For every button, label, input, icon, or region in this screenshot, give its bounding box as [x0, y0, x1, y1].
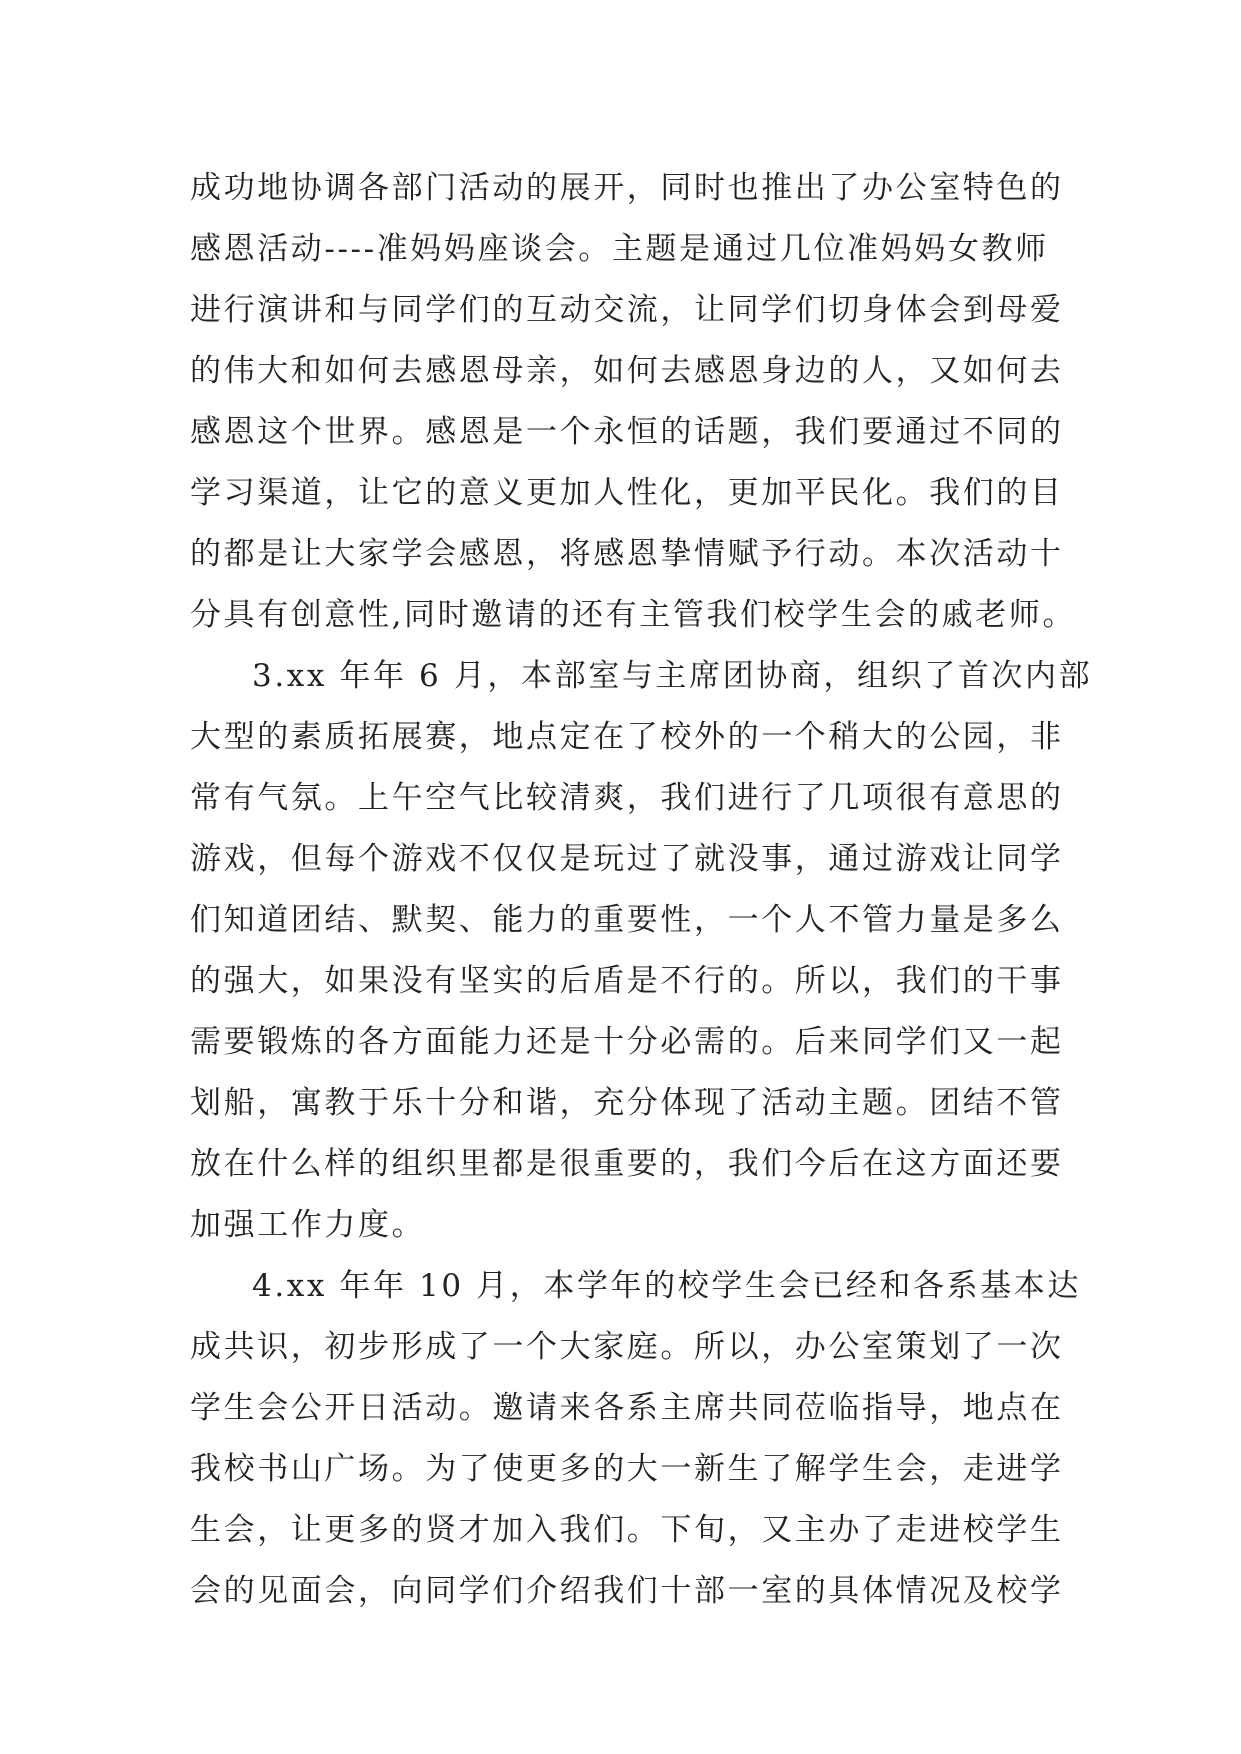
paragraph-4-first-line: 4.xx 年年 10 月，本学年的校学生会已经和各系基本达 — [252, 1268, 1081, 1304]
text-line: 游戏，但每个游戏不仅仅是玩过了就没事，通过游戏让同学 — [190, 841, 1064, 877]
text-line: 的强大，如果没有坚实的后盾是不行的。所以，我们的干事 — [190, 963, 1064, 999]
text-line: 分具有创意性,同时邀请的还有主管我们校学生会的戚老师。 — [190, 597, 1077, 633]
document-body — [190, 158, 1093, 1622]
text-line: 感恩这个世界。感恩是一个永恒的话题，我们要通过不同的 — [190, 414, 1064, 450]
text-line: 放在什么样的组织里都是很重要的，我们今后在这方面还要 — [190, 1146, 1064, 1182]
paragraph-3-first-line: 3.xx 年年 6 月，本部室与主席团协商，组织了首次内部 — [252, 658, 1093, 694]
text-line: 的伟大和如何去感恩母亲，如何去感恩身边的人，又如何去 — [190, 353, 1064, 389]
text-line: 常有气氛。上午空气比较清爽，我们进行了几项很有意思的 — [190, 780, 1064, 816]
text-line: 成功地协调各部门活动的展开，同时也推出了办公室特色的 — [190, 170, 1064, 206]
text-line: 加强工作力度。 — [190, 1207, 426, 1243]
text-line: 感恩活动----准妈妈座谈会。主题是通过几位准妈妈女教师 — [190, 231, 1049, 267]
text-line: 生会，让更多的贤才加入我们。下旬，又主办了走进校学生 — [190, 1512, 1064, 1548]
text-line: 学习渠道，让它的意义更加人性化，更加平民化。我们的目 — [190, 475, 1064, 511]
text-line: 大型的素质拓展赛，地点定在了校外的一个稍大的公园，非 — [190, 719, 1064, 755]
text-line: 的都是让大家学会感恩，将感恩挚情赋予行动。本次活动十 — [190, 536, 1064, 572]
text-line: 划船，寓教于乐十分和谐，充分体现了活动主题。团结不管 — [190, 1085, 1064, 1121]
text-line: 进行演讲和与同学们的互动交流，让同学们切身体会到母爱 — [190, 292, 1064, 328]
text-line: 成共识，初步形成了一个大家庭。所以，办公室策划了一次 — [190, 1329, 1064, 1365]
text-line: 需要锻炼的各方面能力还是十分必需的。后来同学们又一起 — [190, 1024, 1064, 1060]
text-line: 们知道团结、默契、能力的重要性，一个人不管力量是多么 — [190, 902, 1064, 938]
text-line: 会的见面会，向同学们介绍我们十部一室的具体情况及校学 — [190, 1573, 1064, 1609]
text-line: 学生会公开日活动。邀请来各系主席共同莅临指导，地点在 — [190, 1390, 1064, 1426]
text-line: 我校书山广场。为了使更多的大一新生了解学生会，走进学 — [190, 1451, 1064, 1487]
